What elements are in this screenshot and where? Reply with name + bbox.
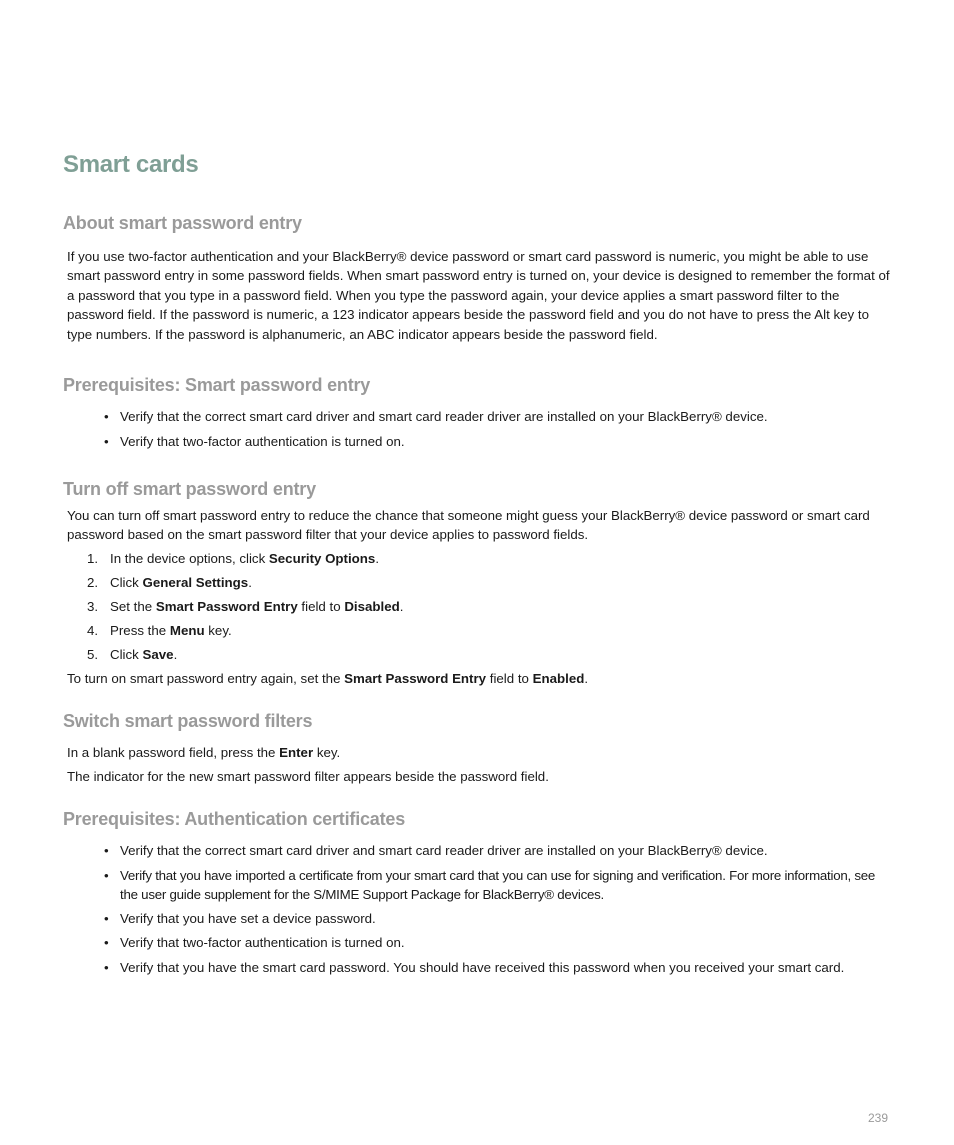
- instruction-text: In a blank password field, press the: [67, 745, 280, 760]
- step-text: key.: [204, 623, 232, 638]
- bullet-icon: •: [104, 434, 109, 449]
- bullet-icon: •: [104, 868, 109, 883]
- list-item: [104, 841, 894, 860]
- list-item: [104, 958, 894, 977]
- heading-turn-off-smart-password: Turn off smart password entry: [63, 479, 316, 499]
- step-item: [87, 645, 177, 664]
- list-item-text: Verify that you have imported a certificate from your smart card that you can use for signing and verification. For more information, see the user guide supplement for the S/MIME Support Package for BlackBerry® devices.: [120, 868, 876, 903]
- heading-prereq-smart-password: Prerequisites: Smart password entry: [63, 375, 371, 395]
- step-text: Press the: [110, 623, 170, 638]
- step-ui-label: Save: [142, 647, 174, 662]
- list-item: [104, 432, 894, 451]
- list-item: [104, 866, 894, 905]
- turn-off-intro: You can turn off smart password entry to reduce the chance that someone might guess your BlackBerry® device password or smart card password based on the smart password filter that your device applies to password fields.: [67, 508, 870, 543]
- instruction-text: key.: [313, 745, 341, 760]
- step-item: [87, 573, 252, 592]
- step-number: 4.: [87, 623, 99, 638]
- list-item-text: Verify that the correct smart card driver and smart card reader driver are installed on your BlackBerry® device.: [120, 843, 768, 858]
- bullet-icon: •: [104, 935, 109, 950]
- page-number: 239: [868, 1111, 889, 1125]
- step-ui-value: Disabled: [344, 599, 400, 614]
- instruction-key-label: Enter: [279, 745, 314, 760]
- step-number: 2.: [87, 575, 99, 590]
- step-item: [87, 621, 232, 640]
- bullet-icon: •: [104, 911, 109, 926]
- step-number: 3.: [87, 599, 99, 614]
- list-item-text: Verify that the correct smart card driver and smart card reader driver are installed on your BlackBerry® device.: [120, 409, 768, 424]
- step-number: 5.: [87, 647, 99, 662]
- about-paragraph: If you use two-factor authentication and your BlackBerry® device password or smart card password is numeric, you might be able to use smart password entry in some password fields. When smart password entry is turned on, your device is designed to remember the format of a password that you type in a password field. When you type the password again, your device applies a smart password filter to the password field. If the password is numeric, a 123 indicator appears beside the password field and you do not have to press the Alt key to type numbers. If the password is alphanumeric, an ABC indicator appears beside the password field.: [67, 249, 890, 342]
- list-item: [104, 933, 894, 952]
- page-title: Smart cards: [63, 151, 199, 178]
- turn-on-again-note: [67, 669, 588, 688]
- note-ui-value: Enabled: [532, 671, 585, 686]
- heading-prereq-auth-certificates: Prerequisites: Authentication certificates: [63, 809, 406, 829]
- step-text: .: [248, 575, 252, 590]
- switch-instruction: [67, 743, 340, 762]
- step-text: In the device options, click: [110, 551, 269, 566]
- list-item: [104, 407, 894, 426]
- switch-result: The indicator for the new smart password filter appears beside the password field.: [67, 769, 549, 784]
- list-item-text: Verify that you have set a device password.: [120, 911, 376, 926]
- step-text: field to: [297, 599, 345, 614]
- heading-about-smart-password-entry: About smart password entry: [63, 213, 302, 233]
- step-text: .: [173, 647, 178, 662]
- step-text: .: [399, 599, 404, 614]
- list-item: [104, 909, 894, 928]
- step-number: 1.: [87, 551, 99, 566]
- step-text: Click: [110, 575, 143, 590]
- note-text: To turn on smart password entry again, set the: [67, 671, 345, 686]
- step-text: Set the: [110, 599, 156, 614]
- step-ui-label: Smart Password Entry: [155, 599, 298, 614]
- list-item-text: Verify that you have the smart card password. You should have received this password when you received your smart card.: [120, 960, 845, 975]
- step-item: [87, 597, 403, 616]
- list-item-text: Verify that two-factor authentication is turned on.: [120, 434, 405, 449]
- heading-switch-smart-password-filters: Switch smart password filters: [63, 711, 313, 731]
- step-ui-label: Security Options: [268, 551, 376, 566]
- list-item-text: Verify that two-factor authentication is turned on.: [120, 935, 405, 950]
- bullet-icon: •: [104, 960, 109, 975]
- bullet-icon: •: [104, 409, 109, 424]
- note-ui-label: Smart Password Entry: [344, 671, 487, 686]
- note-text: field to: [486, 671, 533, 686]
- step-ui-label: General Settings: [142, 575, 249, 590]
- step-item: [87, 549, 379, 568]
- step-ui-label: Menu: [169, 623, 205, 638]
- step-text: .: [375, 551, 380, 566]
- note-text: .: [584, 671, 589, 686]
- bullet-icon: •: [104, 843, 109, 858]
- step-text: Click: [110, 647, 143, 662]
